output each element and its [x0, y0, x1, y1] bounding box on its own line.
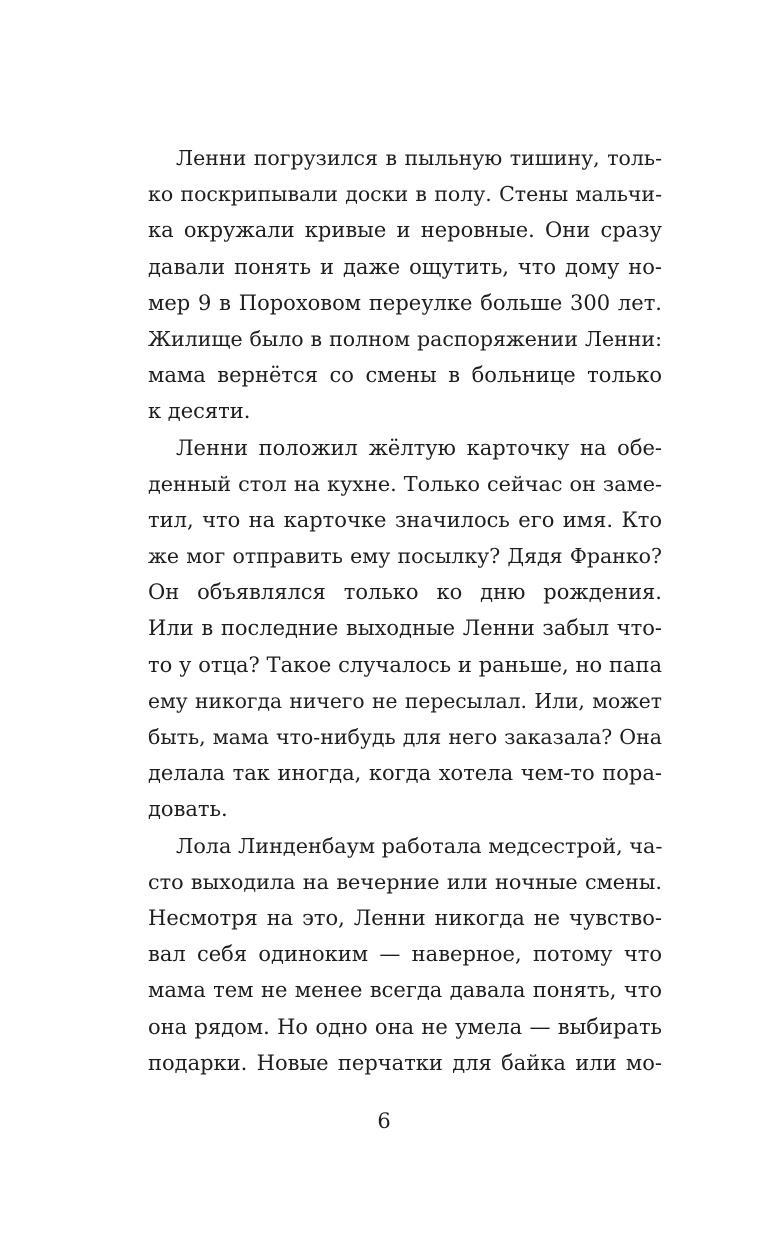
text-line: мер 9 в Пороховом переулке больше 300 лет.: [148, 290, 662, 315]
text-line: мама тем не менее всегда давала понять, что: [148, 978, 662, 1003]
text-line: Или в последние выходные Ленни забыл что-: [148, 616, 662, 641]
text-line: Ленни погрузился в пыльную тишину, толь-: [176, 146, 662, 170]
text-line: Лола Линденбаум работала медсестрой, ча-: [176, 833, 663, 858]
text-line: ко поскрипывали доски в полу. Стены мальчи-: [148, 182, 662, 207]
text-line: Ленни положил жёлтую карточку на обе-: [176, 435, 662, 460]
text-line: же мог отправить ему посылку? Дядя Франко?: [148, 544, 662, 569]
text-line: довать.: [148, 797, 228, 822]
text-line: сто выходила на вечерние или ночные смены.: [148, 869, 662, 894]
text-line: быть, мама что-нибудь для него заказала? Она: [148, 725, 662, 749]
text-line: то у отца? Такое случалось и раньше, но папа: [148, 652, 662, 677]
text-line: подарки. Новые перчатки для байка или мо-: [148, 1050, 662, 1075]
text-line: давали понять и даже ощутить, что дому но-: [148, 254, 662, 279]
text-line: тил, что на карточке значилось его имя. Кто: [148, 507, 662, 532]
body-text: [148, 140, 662, 1081]
text-line: вал себя одиноким — наверное, потому что: [148, 942, 662, 967]
text-line: к десяти.: [148, 399, 251, 424]
text-line: ка окружали кривые и неровные. Они сразу: [148, 218, 662, 243]
text-line: Жилище было в полном распоряжении Ленни:: [148, 326, 662, 351]
text-line: ему никогда ничего не пересылал. Или, может: [148, 688, 662, 713]
text-line: денный стол на кухне. Только сейчас он заме-: [148, 471, 662, 496]
text-line: она рядом. Но одно она не умела — выбирать: [148, 1014, 662, 1039]
page-number: 6: [377, 1109, 391, 1133]
text-line: делала так иногда, когда хотела чем-то пора-: [148, 761, 662, 786]
text-line: Он объявлялся только ко дню рождения.: [148, 580, 662, 605]
text-line: Несмотря на это, Ленни никогда не чувство-: [148, 905, 662, 930]
text-line: мама вернётся со смены в больнице только: [148, 363, 662, 388]
